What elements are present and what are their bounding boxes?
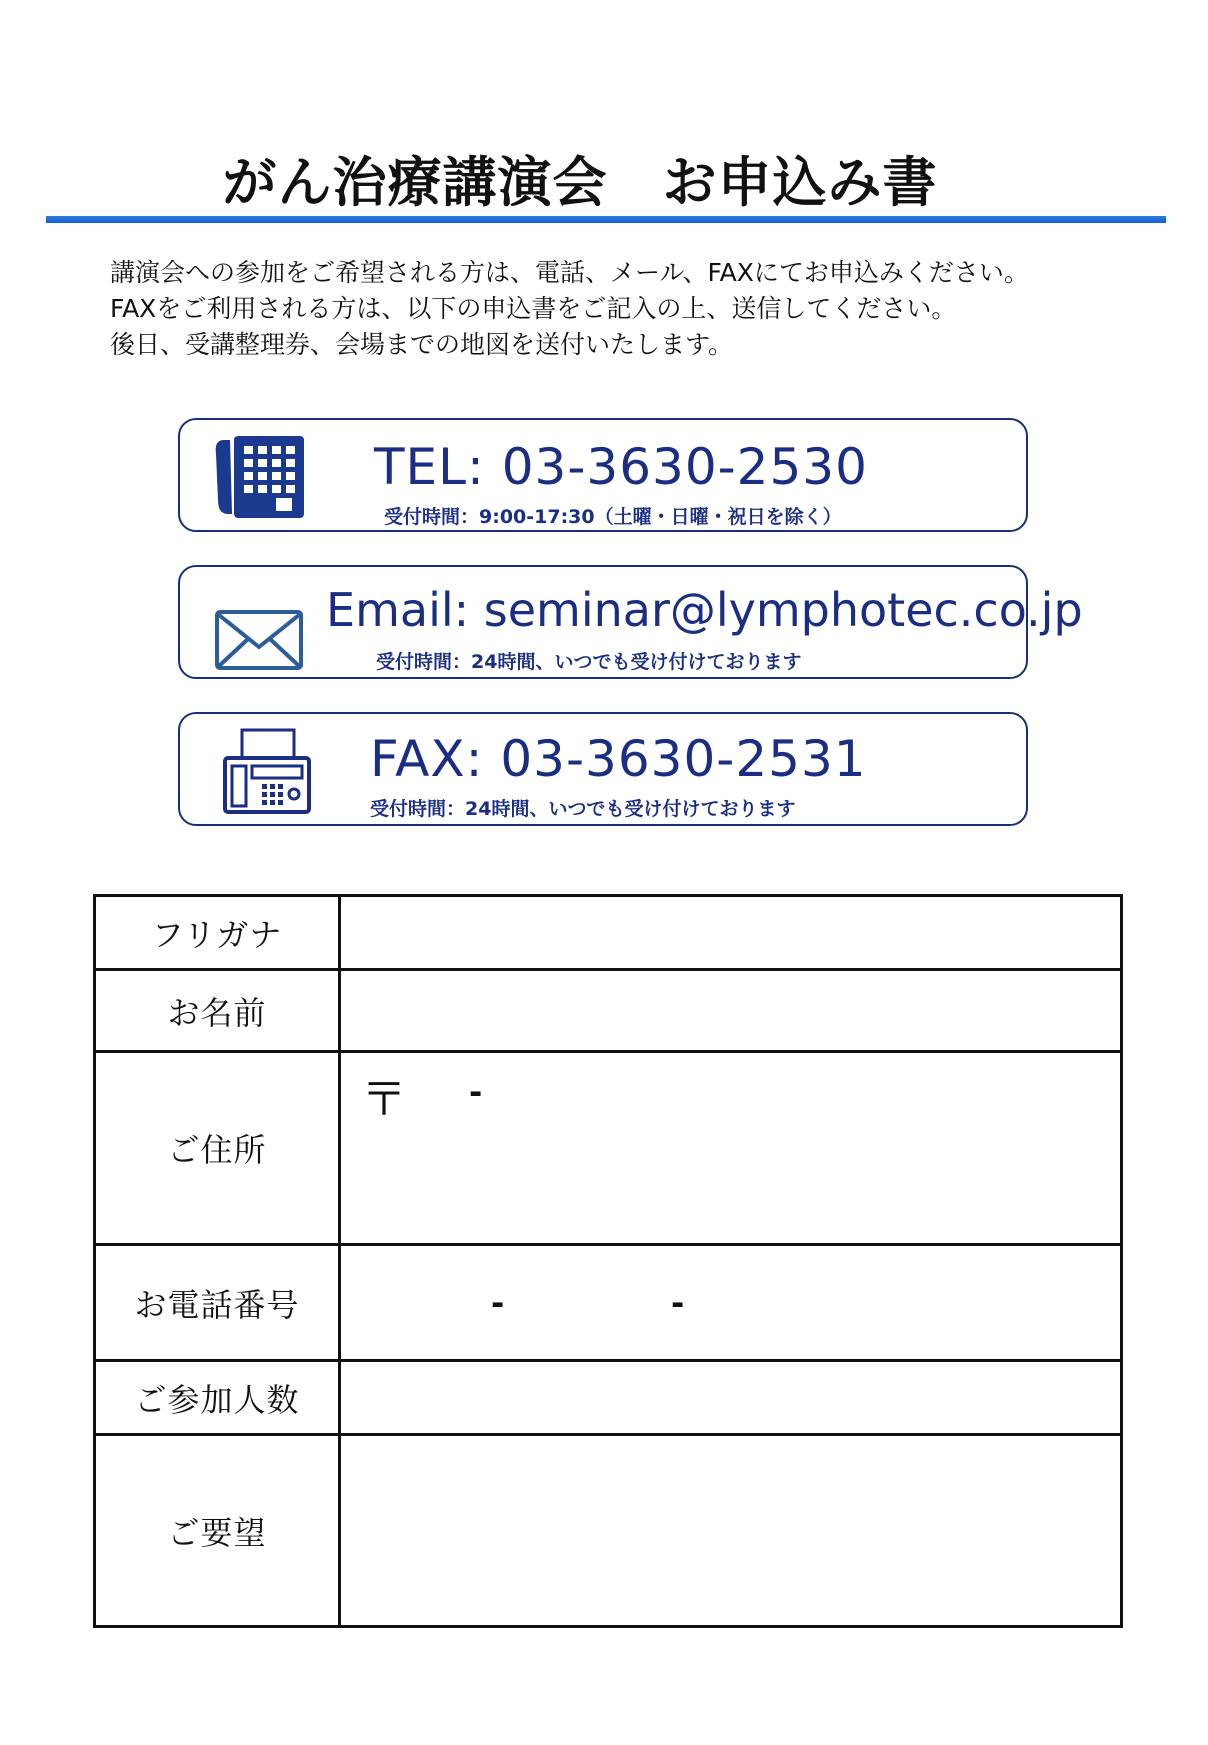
intro-line: 後日、受講整理券、会場までの地図を送付いたします。: [110, 330, 734, 359]
form-row-attendees: [95, 1361, 1122, 1435]
tel-card: [178, 418, 1028, 532]
form-row-requests: [95, 1435, 1122, 1627]
furigana-label: フリガナ: [95, 896, 340, 970]
tel-hours: 受付時間：9:00-17:30（土曜・日曜・祝日を除く）: [384, 506, 842, 528]
attendees-field[interactable]: [340, 1361, 1122, 1435]
furigana-field[interactable]: [340, 896, 1122, 970]
fax-number[interactable]: FAX: 03-3630-2531: [370, 730, 867, 788]
fax-card: [178, 712, 1028, 826]
form-row-address: [95, 1052, 1122, 1245]
intro-line: 講演会への参加をご希望される方は、電話、メール、FAXにてお申込みください。: [110, 258, 1029, 287]
tel-number[interactable]: TEL: 03-3630-2530: [374, 438, 868, 496]
postal-mark: 〒: [361, 1072, 407, 1126]
intro-line: FAXをご利用される方は、以下の申込書をご記入の上、送信してください。: [110, 294, 957, 323]
attendees-label: ご参加人数: [95, 1361, 340, 1435]
fax-machine-icon: [222, 728, 312, 816]
form-row-furigana: [95, 896, 1122, 970]
email-card: [178, 565, 1083, 679]
application-form: [93, 894, 1123, 1628]
phone-dash: -: [671, 1284, 685, 1322]
phone-label: お電話番号: [95, 1245, 340, 1361]
email-address[interactable]: Email: seminar@lymphotec.co.jp: [326, 583, 1083, 637]
intro-text: [110, 255, 1029, 363]
phone-field[interactable]: [340, 1245, 1122, 1361]
form-row-phone: [95, 1245, 1122, 1361]
requests-label: ご要望: [95, 1435, 340, 1627]
name-label: お名前: [95, 970, 340, 1052]
title-underline: [46, 216, 1166, 223]
phone-dash: -: [491, 1284, 505, 1322]
requests-field[interactable]: [340, 1435, 1122, 1627]
email-hours: 受付時間：24時間、いつでも受け付けております: [376, 651, 802, 673]
name-field[interactable]: [340, 970, 1122, 1052]
address-field[interactable]: [340, 1052, 1122, 1245]
postal-dash: -: [469, 1073, 483, 1111]
fax-hours: 受付時間：24時間、いつでも受け付けております: [370, 798, 796, 820]
page-title: がん治療講演会 お申込み書: [222, 151, 938, 214]
address-label: ご住所: [95, 1052, 340, 1245]
envelope-icon: [214, 609, 304, 671]
form-row-name: [95, 970, 1122, 1052]
telephone-icon: [214, 434, 306, 520]
